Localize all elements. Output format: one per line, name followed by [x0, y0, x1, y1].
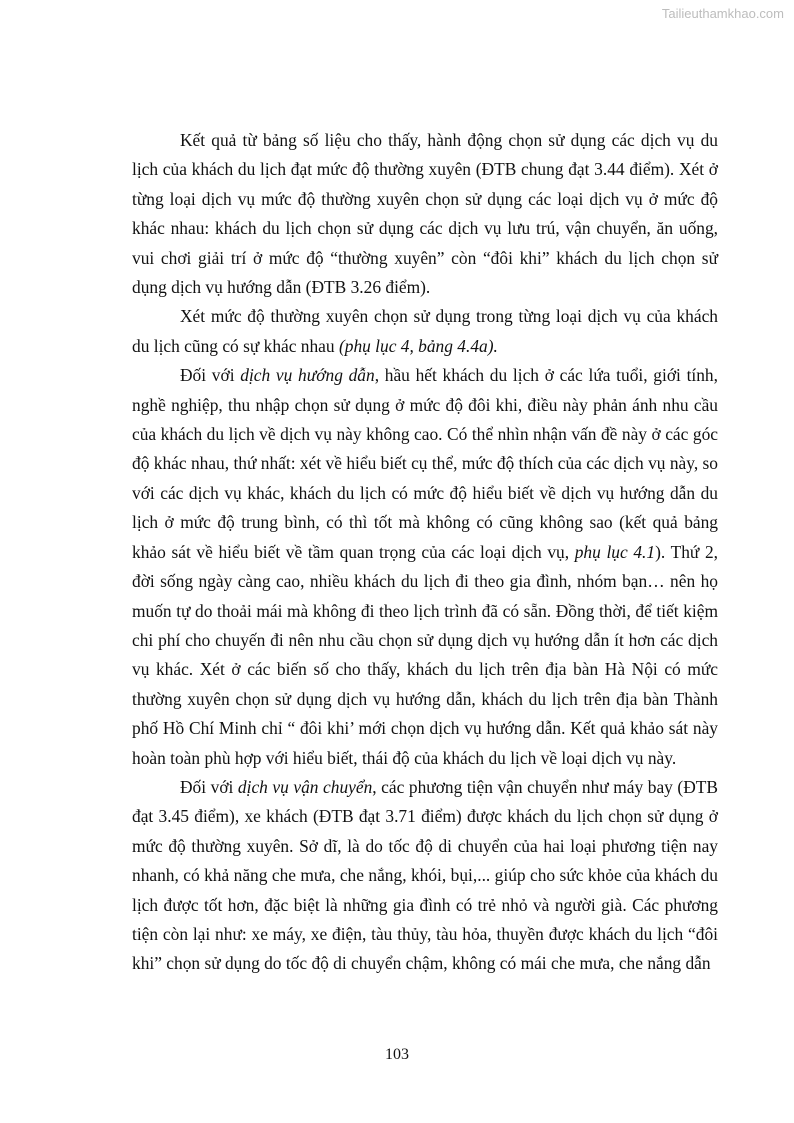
paragraph-4: [132, 773, 718, 979]
paragraph-3: [132, 361, 718, 773]
page-number: 103: [385, 1046, 409, 1063]
document-body: [132, 126, 718, 979]
paragraph-3-citation: phụ lục 4.1: [574, 541, 656, 562]
paragraph-4-text-b: , các phương tiện vận chuyển như máy bay (ĐTB đạt 3.45 điểm), xe khách (ĐTB đạt 3.71 điểm) được khách du lịch chọn sử dụng ở mức độ thường xuyên. Sở dĩ, là do tốc độ di chuyển của hai loại phương tiện nay nhanh, có khả năng che mưa, che nắng, khói, bụi,... giúp cho sức khỏe của khách du lịch được tốt hơn, đặc biệt là những gia đình có trẻ nhỏ và người già. Các phương tiện còn lại như: xe máy, xe điện, tàu thủy, tàu hỏa, thuyền được khách du lịch “đôi khi” chọn sử dụng do tốc độ di chuyển chậm, không có mái che mưa, che nắng dẫn: [132, 776, 718, 974]
paragraph-3-text-b: , hầu hết khách du lịch ở các lứa tuổi, giới tính, nghề nghiệp, thu nhập chọn sử dụng ở mức độ đôi khi, điều này phản ánh nhu cầu của khách du lịch về dịch vụ này không cao. Có thể nhìn nhận vấn đề này ở các góc độ khác nhau, thứ nhất: xét về hiểu biết cụ thể, mức độ thích của các dịch vụ này, so với các dịch vụ khác, khách du lịch có mức độ hiểu biết về dịch vụ hướng dẫn du lịch ở mức độ trung bình, có thì tốt mà không có cũng không sao (kết quả bảng khảo sát về hiểu biết về tầm quan trọng của các loại dịch vụ,: [132, 365, 718, 562]
paragraph-3-term: dịch vụ hướng dẫn: [240, 365, 375, 386]
paragraph-3-text-a: Đối với: [180, 365, 241, 386]
paragraph-2-citation: (phụ lục 4, bảng 4.4a).: [338, 335, 498, 356]
watermark: Tailieuthamkhao.com: [661, 6, 784, 21]
paragraph-1-text: Kết quả từ bảng số liệu cho thấy, hành động chọn sử dụng các dịch vụ du lịch của khách du lịch đạt mức độ thường xuyên (ĐTB chung đạt 3.44 điểm). Xét ở từng loại dịch vụ mức độ thường xuyên chọn sử dụng các loại dịch vụ ở mức độ khác nhau: khách du lịch chọn sử dụng các dịch vụ lưu trú, vận chuyển, ăn uống, vui chơi giải trí ở mức độ “thường xuyên” còn “đôi khi” khách du lịch chọn sử dụng dịch vụ hướng dẫn (ĐTB 3.26 điểm).: [132, 130, 718, 298]
paragraph-4-term: dịch vụ vận chuyển: [237, 776, 373, 797]
paragraph-1: [132, 126, 718, 302]
paragraph-2-text: Xét mức độ thường xuyên chọn sử dụng trong từng loại dịch vụ của khách du lịch cũng có sự khác nhau: [132, 306, 718, 356]
paragraph-3-text-c: ). Thứ 2, đời sống ngày càng cao, nhiều khách du lịch đi theo gia đình, nhóm bạn… nên họ muốn tự do thoải mái mà không đi theo lịch trình đã có sẵn. Đồng thời, để tiết kiệm chi phí cho chuyến đi nên nhu cầu chọn sử dụng dịch vụ hướng dẫn ít hơn các dịch vụ khác. Xét ở các biến số cho thấy, khách du lịch trên địa bàn Hà Nội có mức thường xuyên chọn sử dụng dịch vụ hướng dẫn, khách du lịch trên địa bàn Thành phố Hồ Chí Minh chỉ “ đôi khi’ mới chọn dịch vụ hướng dẫn. Kết quả khảo sát này hoàn toàn phù hợp với hiểu biết, thái độ của khách du lịch về loại dịch vụ này.: [132, 541, 719, 768]
paragraph-2: [132, 302, 718, 361]
paragraph-4-text-a: Đối với: [180, 776, 238, 797]
